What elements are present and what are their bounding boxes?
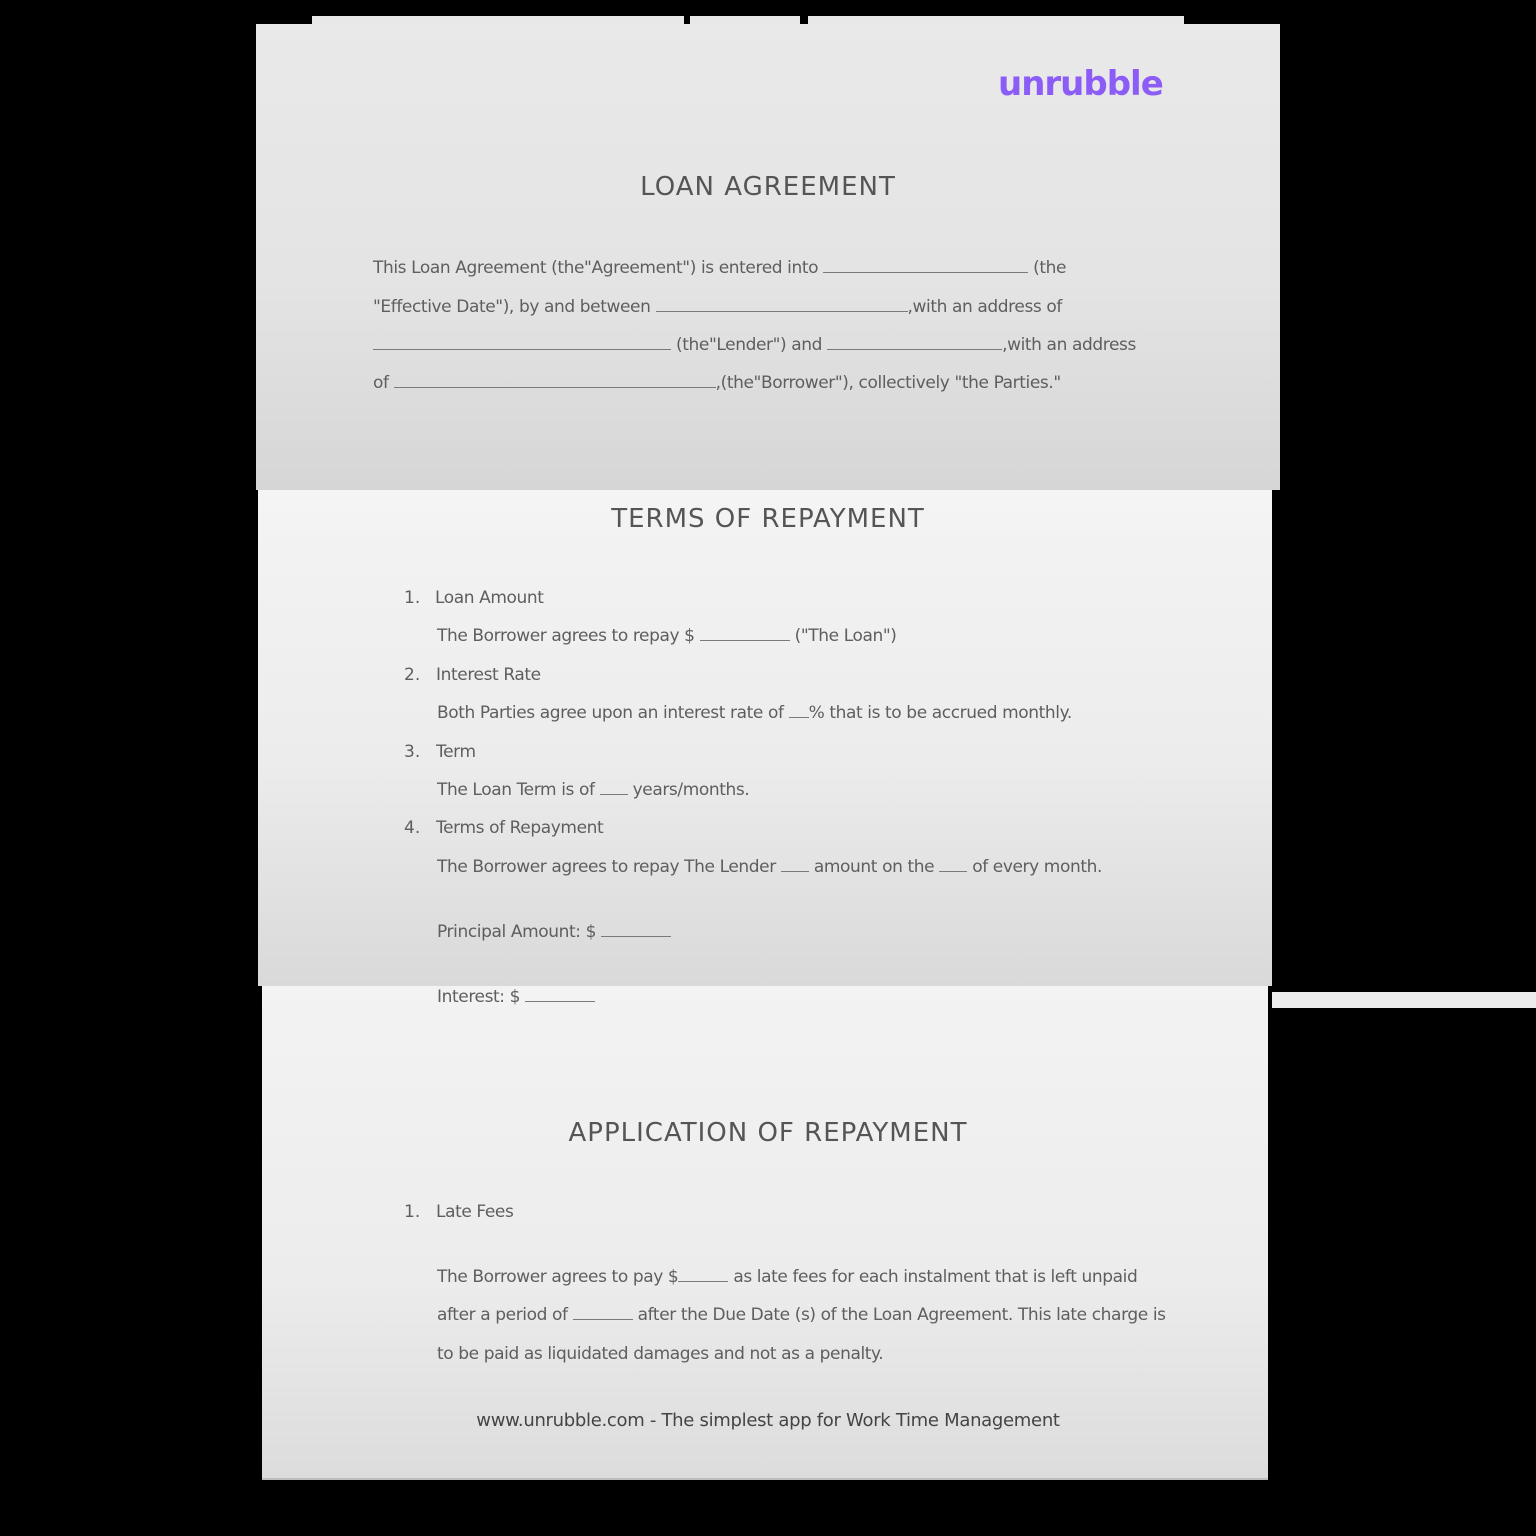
- borrower-address-blank[interactable]: [394, 373, 716, 388]
- repay-day-blank[interactable]: [939, 857, 967, 872]
- term-label-loan-amount: Loan Amount: [435, 588, 544, 608]
- intro-line-1: This Loan Agreement (the"Agreement") is entered into (the: [373, 258, 1067, 278]
- term-number: 4.: [404, 818, 421, 838]
- page-bottom-fold: [262, 986, 1268, 1480]
- intro-line-3: (the"Lender") and ,with an address: [373, 335, 1136, 355]
- application-number: 1.: [404, 1202, 421, 1222]
- application-label-late-fees: Late Fees: [436, 1202, 514, 1222]
- loan-amount-blank[interactable]: [700, 626, 790, 641]
- intro-line-2: "Effective Date"), by and between ,with an address of: [373, 297, 1062, 317]
- intro-line-4: of ,(the"Borrower"), collectively "the Parties.": [373, 373, 1061, 393]
- term-text-loan-amount: The Borrower agrees to repay $ ("The Loan"): [437, 626, 897, 646]
- term-number: 2.: [404, 665, 421, 685]
- principal-amount-line: Principal Amount: $: [437, 922, 671, 942]
- repay-amount-blank[interactable]: [781, 857, 809, 872]
- term-label-interest-rate: Interest Rate: [436, 665, 541, 685]
- interest-line: Interest: $: [437, 987, 595, 1007]
- effective-date-blank[interactable]: [823, 258, 1028, 273]
- interest-amount-blank[interactable]: [525, 987, 595, 1002]
- late-fees-line-2: after a period of after the Due Date (s) of the Loan Agreement. This late charge is: [437, 1305, 1166, 1325]
- term-text-term: The Loan Term is of years/months.: [437, 780, 750, 800]
- unrubble-logo: unrubble: [998, 64, 1163, 104]
- terms-heading: TERMS OF REPAYMENT: [611, 504, 925, 534]
- page-middle-fold: [258, 490, 1272, 986]
- term-text-terms-of-repayment: The Borrower agrees to repay The Lender amount on the of every month.: [437, 857, 1102, 877]
- footer-tagline: www.unrubble.com - The simplest app for Work Time Management: [476, 1410, 1060, 1431]
- late-fees-line-1: The Borrower agrees to pay $ as late fees for each instalment that is left unpaid: [437, 1267, 1138, 1287]
- borrower-name-blank[interactable]: [827, 335, 1002, 350]
- term-label-terms-of-repayment: Terms of Repayment: [436, 818, 604, 838]
- application-heading: APPLICATION OF REPAYMENT: [568, 1118, 968, 1148]
- term-number: 1.: [404, 588, 421, 608]
- principal-amount-blank[interactable]: [601, 922, 671, 937]
- term-text-interest-rate: Both Parties agree upon an interest rate of % that is to be accrued monthly.: [437, 703, 1072, 723]
- page-edge-strip: [1272, 992, 1536, 1008]
- document-title: LOAN AGREEMENT: [640, 172, 896, 202]
- lender-address-blank[interactable]: [373, 335, 671, 350]
- term-number: 3.: [404, 742, 421, 762]
- lender-name-blank[interactable]: [656, 297, 908, 312]
- interest-rate-blank[interactable]: [789, 703, 809, 718]
- late-period-blank[interactable]: [573, 1305, 633, 1320]
- loan-term-blank[interactable]: [600, 780, 628, 795]
- term-label-term: Term: [436, 742, 476, 762]
- late-fee-amount-blank[interactable]: [678, 1267, 728, 1282]
- late-fees-line-3: to be paid as liquidated damages and not as a penalty.: [437, 1344, 884, 1364]
